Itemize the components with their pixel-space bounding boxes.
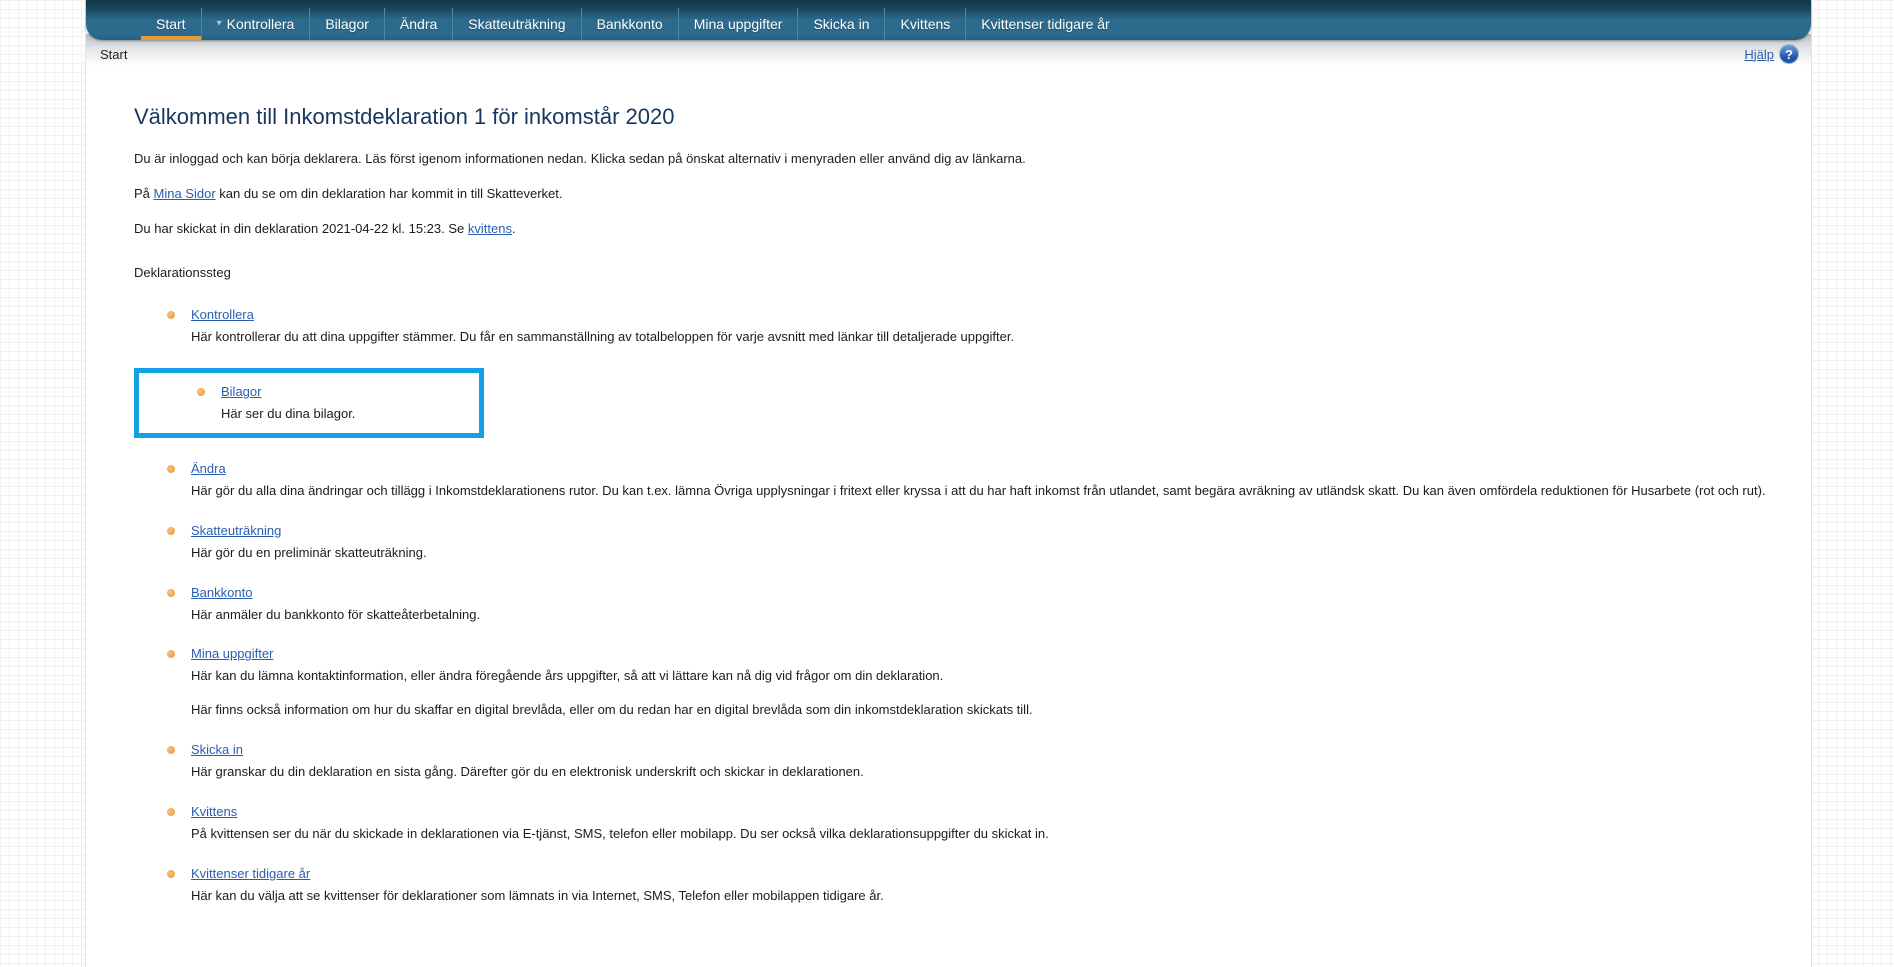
nav-item-bankkonto[interactable] [581, 8, 678, 40]
page-title: Välkommen till Inkomstdeklaration 1 för inkomstår 2020 [134, 104, 675, 129]
bullet-icon [167, 650, 175, 658]
nav-item-kvittens[interactable] [884, 8, 965, 40]
nav-item-label: Mina uppgifter [693, 16, 783, 32]
nav-item-skicka-in[interactable] [797, 8, 884, 40]
step-description: Här anmäler du bankkonto för skatteåterbetalning. [191, 606, 481, 622]
step-item-andra [134, 460, 1766, 500]
step-item-kontrollera [134, 306, 1766, 346]
step-link-kvittenser-tidigare-ar[interactable]: Kvittenser tidigare år [191, 866, 311, 882]
page-container [85, 0, 1812, 967]
step-description: Här gör du alla dina ändringar och tillägg i Inkomstdeklarationens rutor. Du kan t.ex. lämna Övriga upplysningar i fritext eller kryssa i att du har haft inkomst från utlandet, samt begära avräkning av utländsk skatt. Du kan även omfördela reduktionen för Husarbete (rot och rut). [191, 482, 1766, 498]
step-item-skatteutrakning [134, 522, 1766, 562]
bullet-icon [197, 388, 205, 396]
nav-item-andra[interactable] [384, 8, 452, 40]
chevron-down-icon: ▾ [216, 18, 222, 29]
bullet-icon [167, 527, 175, 535]
step-link-bilagor[interactable]: Bilagor [221, 383, 262, 399]
nav-item-kvittenser-tidigare-ar[interactable] [965, 8, 1124, 40]
step-description: Här kan du välja att se kvittenser för deklarationer som lämnats in via Internet, SMS, Telefon eller mobilappen tidigare år. [191, 887, 884, 903]
step-item-bankkonto [134, 584, 1766, 624]
top-navigation-bar [86, 0, 1811, 40]
intro-paragraph: Du är inloggad och kan börja deklarera. Läs först igenom informationen nedan. Klicka sedan på önskat alternativ i menyraden eller använd dig av länkarna. [134, 151, 1026, 167]
submitted-text-after: . [511, 221, 516, 237]
step-item-kvittenser-tidigare-ar [134, 865, 1766, 905]
bullet-icon [167, 746, 175, 754]
nav-item-label: Kvittenser tidigare år [981, 16, 1110, 32]
nav-item-kontrollera[interactable] [201, 8, 310, 40]
help-link[interactable]: Hjälp [1744, 46, 1774, 62]
nav-item-label: Kvittens [900, 16, 951, 32]
help-area [1744, 44, 1799, 64]
breadcrumb: Start [100, 46, 128, 62]
nav-item-label: Ändra [399, 16, 438, 32]
mina-sidor-text-before: På [134, 186, 154, 202]
step-link-kvittens[interactable]: Kvittens [191, 804, 238, 820]
nav-item-label: Skicka in [813, 16, 870, 32]
nav-item-label: Start [156, 16, 186, 32]
step-description: Här kan du lämna kontaktinformation, eller ändra föregående års uppgifter, så att vi lättare kan nå dig vid frågor om din deklaration. [191, 668, 944, 684]
help-question-icon[interactable]: ? [1779, 44, 1799, 64]
step-item-kvittens [134, 803, 1766, 843]
step-description-secondary: Här finns också information om hur du skaffar en digital brevlåda, eller om du redan har en digital brevlåda som din inkomstdeklaration skickats till. [191, 702, 1033, 718]
nav-item-label: Skatteuträkning [468, 16, 566, 32]
step-link-skatteutrakning[interactable]: Skatteuträkning [191, 522, 282, 538]
nav-item-label: Bankkonto [596, 16, 663, 32]
step-description: På kvittensen ser du när du skickade in deklarationen via E-tjänst, SMS, telefon eller mobilapp. Du ser också vilka deklarationsuppgifter du skickat in. [191, 826, 1049, 842]
step-link-skicka-in[interactable]: Skicka in [191, 742, 244, 758]
bullet-icon [167, 589, 175, 597]
step-link-mina-uppgifter[interactable]: Mina uppgifter [191, 646, 274, 662]
main-content [86, 66, 1811, 967]
step-description: Här ser du dina bilagor. [221, 405, 356, 421]
nav-item-skatteutrakning[interactable] [452, 8, 580, 40]
step-link-bankkonto[interactable]: Bankkonto [191, 584, 253, 600]
step-description: Här kontrollerar du att dina uppgifter stämmer. Du får en sammanställning av totalbeloppen för varje avsnitt med länkar till detaljerade uppgifter. [191, 329, 1015, 345]
nav-item-start[interactable] [141, 8, 201, 40]
nav-item-bilagor[interactable] [309, 8, 384, 40]
bullet-icon [167, 465, 175, 473]
nav-item-mina-uppgifter[interactable] [678, 8, 798, 40]
kvittens-link[interactable]: kvittens [467, 221, 512, 237]
mina-sidor-text-after: kan du se om din deklaration har kommit in till Skatteverket. [215, 186, 563, 202]
step-description: Här granskar du din deklaration en sista gång. Därefter gör du en elektronisk underskrift och skickar in deklarationen. [191, 764, 864, 780]
step-item-bilagor bilagor-highlight-box [134, 368, 484, 438]
bullet-icon [167, 311, 175, 319]
steps-heading: Deklarationssteg [134, 265, 231, 281]
bullet-icon [167, 870, 175, 878]
nav-item-label: Kontrollera [226, 16, 295, 32]
step-description: Här gör du en preliminär skatteuträkning. [191, 544, 427, 560]
step-link-andra[interactable]: Ändra [191, 460, 226, 476]
submitted-text-before: Du har skickat in din deklaration 2021-04-22 kl. 15:23. Se [134, 221, 468, 237]
mina-sidor-paragraph [134, 185, 1766, 203]
bullet-icon [167, 808, 175, 816]
nav-item-label: Bilagor [325, 16, 369, 32]
step-item-skicka-in [134, 741, 1766, 781]
steps-list [134, 306, 1766, 905]
submitted-paragraph [134, 220, 1766, 238]
step-link-kontrollera[interactable]: Kontrollera [191, 307, 254, 323]
step-item-mina-uppgifter [134, 645, 1766, 719]
mina-sidor-link[interactable]: Mina Sidor [153, 186, 216, 202]
